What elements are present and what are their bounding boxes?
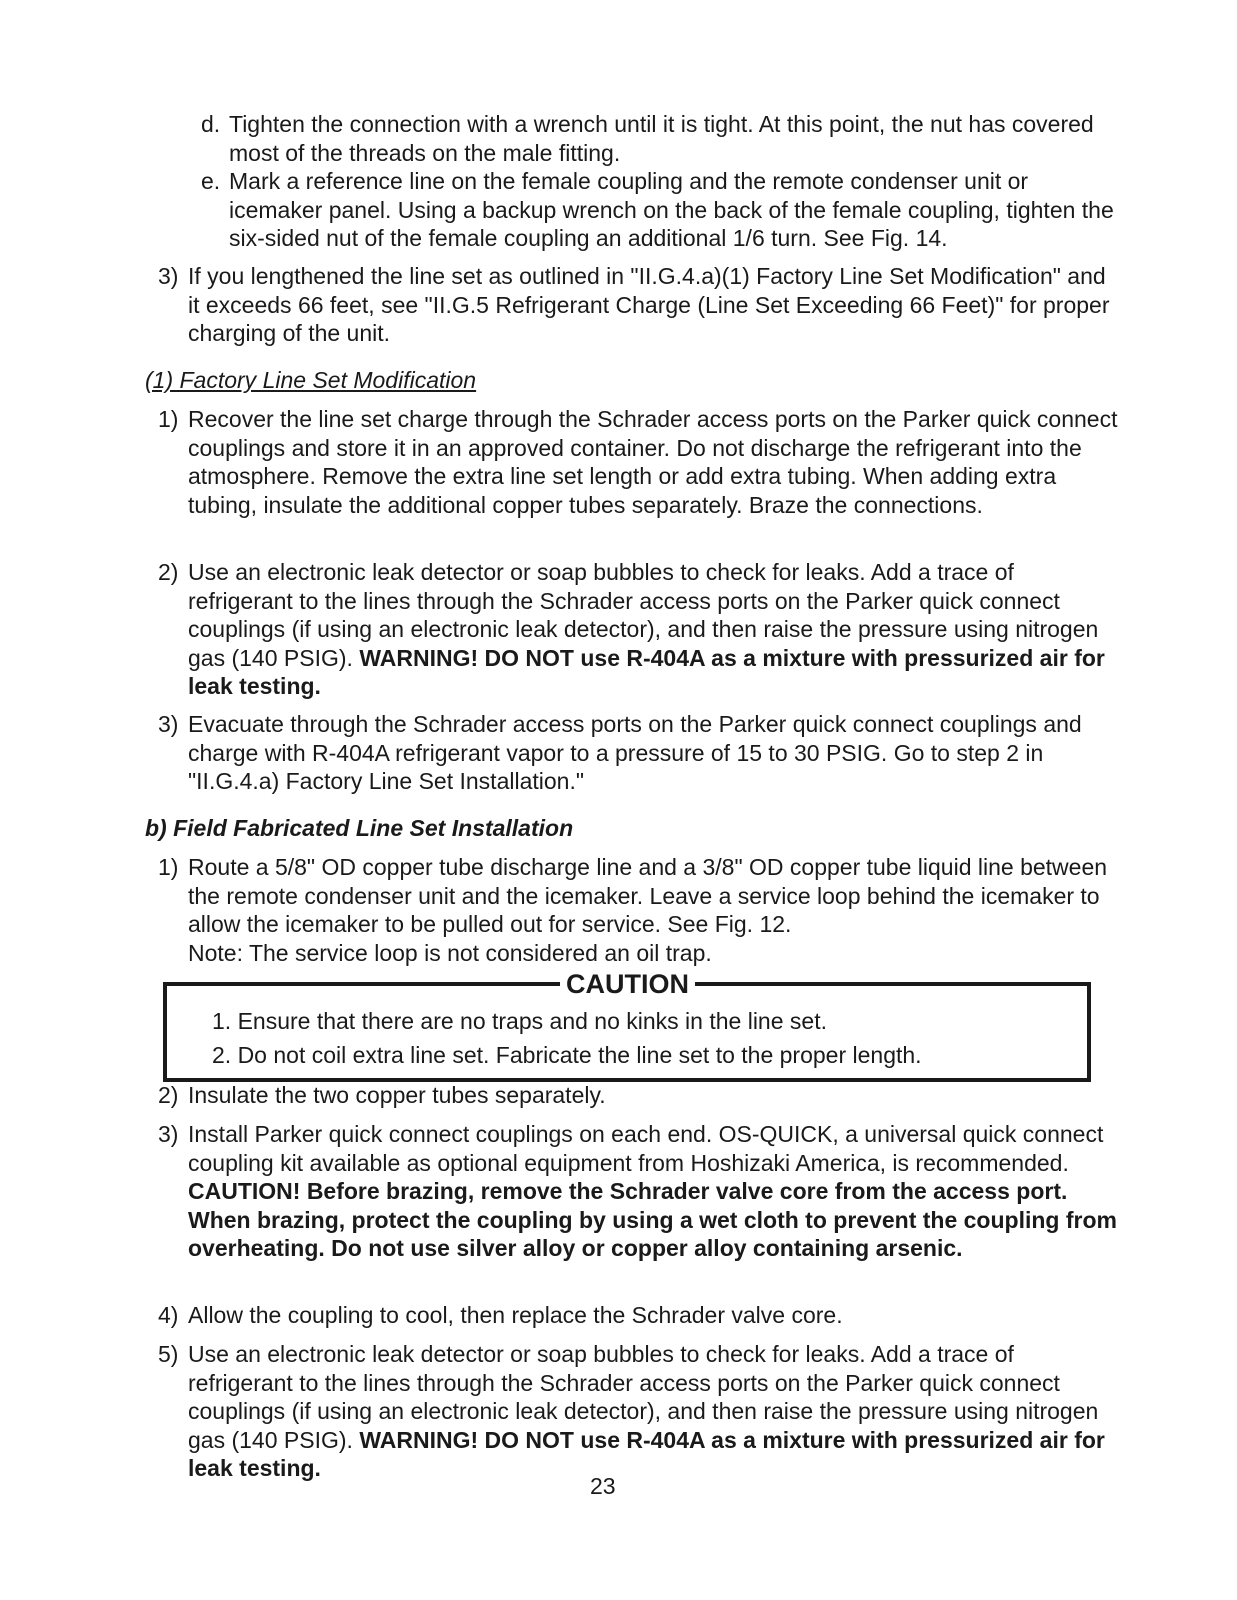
field-step-1 xyxy=(158,853,1118,967)
field-step-4 xyxy=(158,1301,1118,1330)
modification-step-1 xyxy=(158,405,1118,519)
warning-text: WARNING! DO NOT use R-404A as a mixture with pressurized air for leak testing. xyxy=(188,1426,1105,1482)
modification-step-2 xyxy=(158,558,1118,701)
caution-item: 2. Do not coil extra line set. Fabricate the line set to the proper length. xyxy=(212,1042,922,1068)
step-text: Allow the coupling to cool, then replace the Schrader valve core. xyxy=(188,1302,843,1328)
step-label: 4) xyxy=(158,1302,179,1328)
step-label: 1) xyxy=(158,854,179,880)
section-heading-factory-modification: (1) Factory Line Set Modification xyxy=(145,367,477,393)
sub-step-text: Mark a reference line on the female coupling and the remote condenser unit or icemaker panel. Using a backup wrench on the back of the female coupling, tighten the six-sided nut of the female coupling an additional 1/6 turn. See Fig. 14. xyxy=(229,168,1114,252)
step-label: 5) xyxy=(158,1341,179,1367)
caution-text: CAUTION! Before brazing, remove the Schrader valve core from the access port. When brazing, protect the coupling by using a wet cloth to prevent the coupling from overheating. Do not use silver alloy or copper alloy containing arsenic. xyxy=(188,1178,1117,1262)
step-3-line-set xyxy=(158,262,1118,348)
section-heading-field-fabricated: b) Field Fabricated Line Set Installation xyxy=(145,815,574,841)
sub-step-text: Tighten the connection with a wrench until it is tight. At this point, the nut has covered most of the threads on the male fitting. xyxy=(229,111,1094,166)
field-step-5 xyxy=(158,1340,1118,1483)
step-label: 1) xyxy=(158,406,179,432)
step-text: Insulate the two copper tubes separately. xyxy=(188,1082,606,1108)
step-label: 3) xyxy=(158,263,179,289)
field-step-2 xyxy=(158,1081,1118,1110)
step-label: 3) xyxy=(158,1121,179,1147)
step-text: Use an electronic leak detector or soap bubbles to check for leaks. Add a trace of refrigerant to the lines through the Schrader access ports on the Parker quick connect couplings (if using an electronic leak detector), and then raise the pressure using nitrogen gas (140 PSIG). xyxy=(188,559,1099,671)
warning-text: WARNING! DO NOT use R-404A as a mixture with pressurized air for leak testing. xyxy=(188,644,1105,700)
sub-step-label: d. xyxy=(201,111,221,137)
step-text: If you lengthened the line set as outlined in "II.G.4.a)(1) Factory Line Set Modification" and it exceeds 66 feet, see "II.G.5 Refrigerant Charge (Line Set Exceeding 66 Feet)" for proper charging of the unit. xyxy=(188,263,1110,347)
page-number: 23 xyxy=(590,1473,616,1499)
step-text: Install Parker quick connect couplings on each end. OS-QUICK, a universal quick connect coupling kit available as optional equipment from Hoshizaki America, is recommended. xyxy=(188,1121,1104,1176)
step-text: Use an electronic leak detector or soap bubbles to check for leaks. Add a trace of refrigerant to the lines through the Schrader access ports on the Parker quick connect couplings (if using an electronic leak detector), and then raise the pressure using nitrogen gas (140 PSIG). xyxy=(188,1341,1099,1453)
sub-step-label: e. xyxy=(201,168,221,194)
sub-step-e xyxy=(201,167,1121,253)
caution-item: 1. Ensure that there are no traps and no kinks in the line set. xyxy=(212,1008,827,1034)
caution-title: CAUTION xyxy=(560,967,695,1001)
step-text: Route a 5/8" OD copper tube discharge line and a 3/8" OD copper tube liquid line between the remote condenser unit and the icemaker. Leave a service loop behind the icemaker to allow the icemaker to be pulled out for service. See Fig. 12. xyxy=(188,854,1108,938)
field-step-3 xyxy=(158,1120,1118,1263)
step-label: 2) xyxy=(158,1082,179,1108)
sub-step-d xyxy=(201,110,1121,167)
step-text: Recover the line set charge through the Schrader access ports on the Parker quick connect couplings and store it in an approved container. Do not discharge the refrigerant into the atmosphere. Remove the extra line set length or add extra tubing. When adding extra tubing, insulate the additional copper tubes separately. Braze the connections. xyxy=(188,406,1118,518)
step-label: 2) xyxy=(158,559,179,585)
step-text: Evacuate through the Schrader access ports on the Parker quick connect couplings and charge with R-404A refrigerant vapor to a pressure of 15 to 30 PSIG. Go to step 2 in "II.G.4.a) Factory Line Set Installation." xyxy=(188,711,1082,795)
step-label: 3) xyxy=(158,711,179,737)
modification-step-3 xyxy=(158,710,1118,796)
step-note: Note: The service loop is not considered an oil trap. xyxy=(188,939,712,966)
